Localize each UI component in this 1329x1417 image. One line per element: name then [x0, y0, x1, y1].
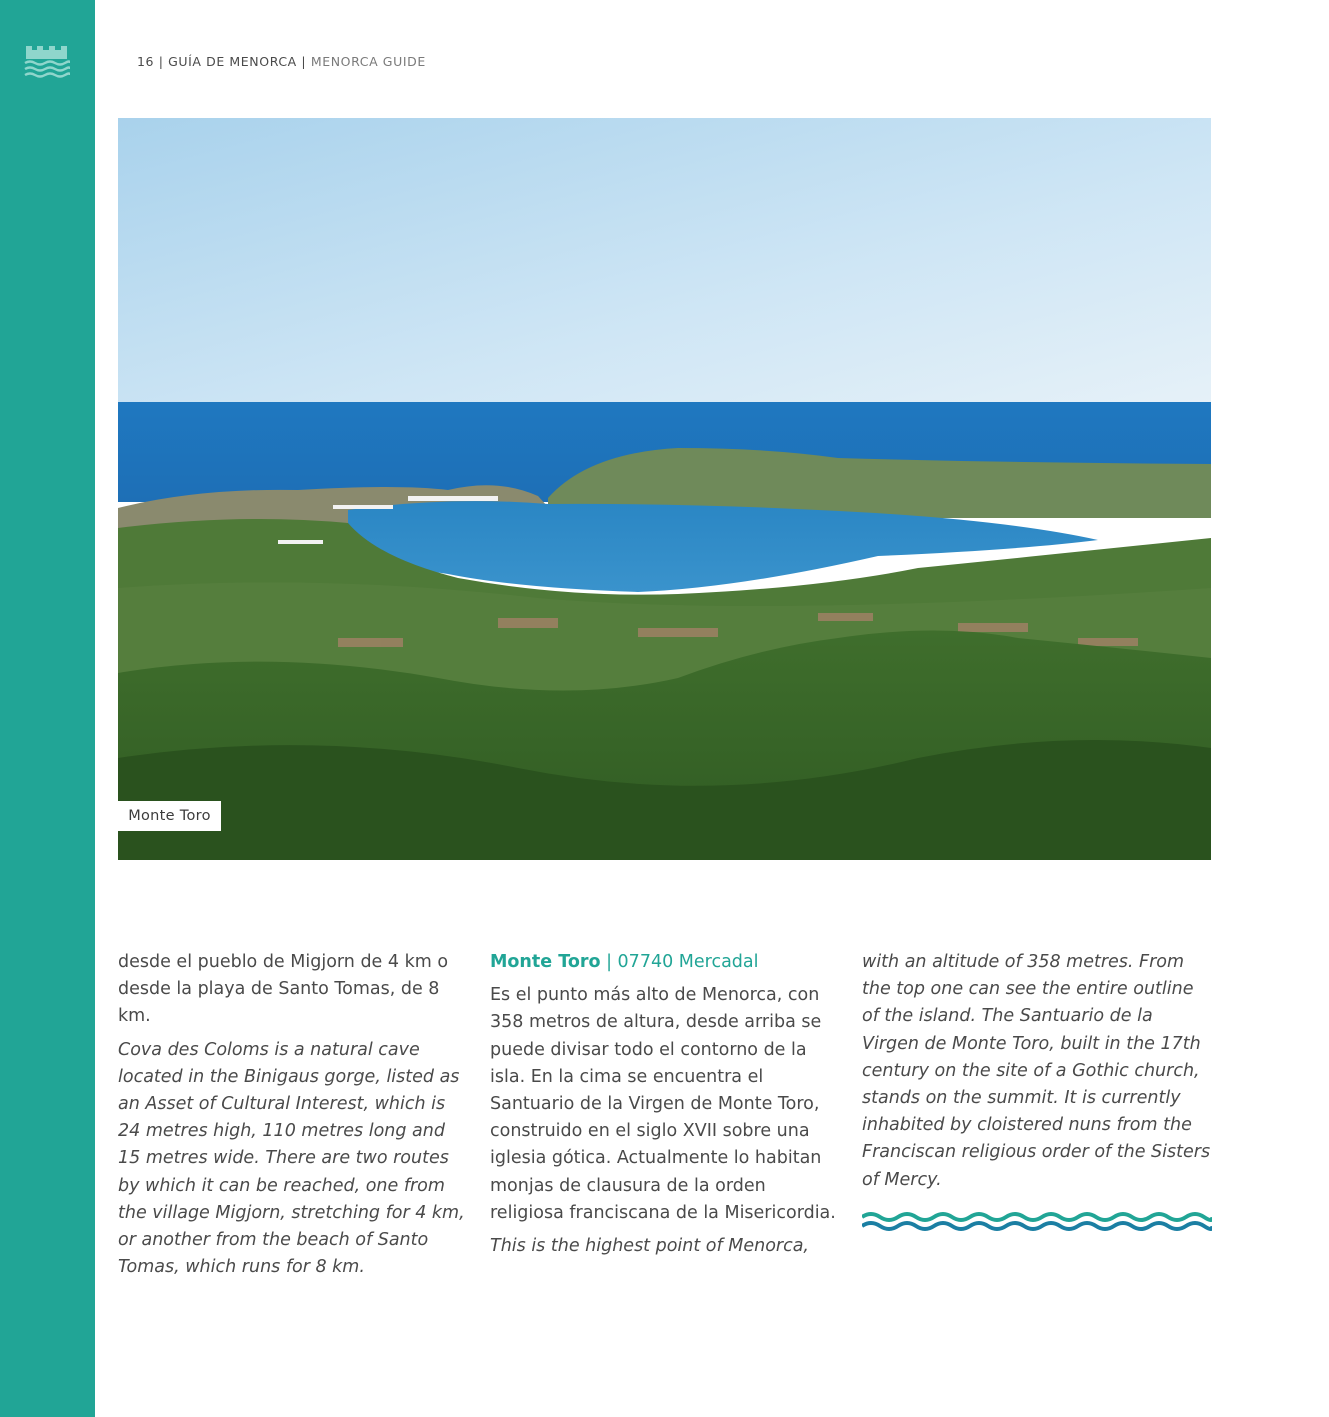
- text-column-3: [862, 949, 1212, 1200]
- text-column-2: [490, 949, 840, 1266]
- wave-divider-icon: [862, 1210, 1212, 1234]
- cova-des-coloms-en: Cova des Coloms is a natural cave located in the Binigaus gorge, listed as an Asset of Cultural Interest, which is 24 metres high, 110 metres long and 15 metres wide. There are two routes by which it can be reached, one from the village Migjorn, stretching for 4 km, or another from the beach of Santo Tomas, which runs for 8 km.: [118, 1039, 465, 1278]
- header-title-en: MENORCA GUIDE: [310, 54, 426, 69]
- header-separator-2: |: [301, 54, 307, 69]
- text-column-1: [118, 949, 468, 1287]
- running-header: [137, 54, 426, 69]
- sidebar-band: [0, 0, 95, 1417]
- monte-toro-es: Es el punto más alto de Menorca, con 358 metros de altura, desde arriba se puede divisar todo el contorno de la isla. En la cima se encuentra el Santuario de la Virgen de Monte Toro, construido en el siglo XVII sobre una iglesia gótica. Actualmente lo habitan monjas de clausura de la orden religiosa franciscana de la Misericordia.: [490, 985, 836, 1223]
- monte-toro-landscape-photo: [118, 118, 1211, 860]
- cova-des-coloms-es-continued: desde el pueblo de Migjorn de 4 km o desde la playa de Santo Tomas, de 8 km.: [118, 952, 449, 1027]
- monte-toro-address: | 07740 Mercadal: [606, 952, 759, 972]
- page-number: 16: [137, 54, 155, 69]
- header-separator: |: [158, 54, 164, 69]
- photo-caption: Monte Toro: [118, 801, 221, 831]
- monte-toro-title: Monte Toro: [490, 952, 601, 972]
- castle-waves-logo-icon: [24, 44, 70, 78]
- monte-toro-heading: [490, 949, 840, 976]
- header-title-es: GUÍA DE MENORCA: [168, 54, 297, 69]
- monte-toro-en-continued: with an altitude of 358 metres. From the top one can see the entire outline of the island. The Santuario de la Virgen de Monte Toro, built in the 17th century on the site of a Gothic church, stands on the summit. It is currently inhabited by cloistered nuns from the Franciscan religious order of the Sisters of Mercy.: [862, 952, 1211, 1190]
- monte-toro-en-start: This is the highest point of Menorca,: [490, 1236, 809, 1257]
